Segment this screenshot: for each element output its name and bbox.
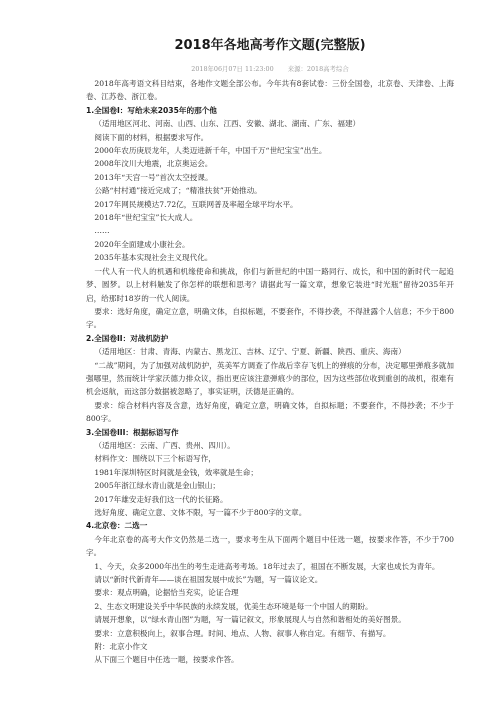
paragraph: 2017年雄安走好我们这一代的长征路。 xyxy=(94,494,228,504)
region-note-2: （适用地区：甘肃、青海、内蒙古、黑龙江、吉林、辽宁、宁夏、新疆、陕西、重庆、海南） xyxy=(94,347,406,357)
region-note-3: （适用地区：云南、广西、贵州、四川）。 xyxy=(94,440,235,450)
section-heading-3: 3.全国卷III：根据标语写作 xyxy=(86,427,179,437)
paragraph: 要求：选好角度，确定立意，明确文体，自拟标题，不要套作，不得抄袭，不得泄露个人信息；不少于800字。 xyxy=(86,306,454,330)
paragraph: 公路“村村通”接近完成了；“精准扶贫”开始推动。 xyxy=(94,186,262,196)
paragraph: 2005年浙江绿水青山就是金山银山； xyxy=(94,481,220,491)
paragraph: 2017年网民规模达7.72亿，互联网普及率超全球平均水平。 xyxy=(94,199,298,209)
paragraph: 要求：立意积极向上，叙事合理。时间、地点、人物、叙事人称自定。有细节、有描写。 xyxy=(94,628,391,638)
paragraph: 2、生态文明建设关乎中华民族的永续发展，优美生态环境是每一个中国人的期盼。 xyxy=(94,601,373,611)
paragraph-intro: 2018年高考语文科目结束，各地作文题全部公布。今年共有8套试卷：三份全国卷，北京卷、天津卷、上海卷、江苏卷、浙江卷。 xyxy=(86,79,454,102)
paragraph: 一代人有一代人的机遇和机缘使命和挑战，你们与新世纪的中国一路同行、成长，和中国的新时代一起追梦、圆梦。以上材料触发了你怎样的联想和思考？请据此写一篇文章，想象它装进“时光瓶”留待2035年开启，给那时18岁的一代人阅读。 xyxy=(86,266,454,303)
article-meta xyxy=(86,64,454,74)
paragraph: 2013年“天宫一号”首次太空授课。 xyxy=(94,172,213,182)
paragraph: “二战”期间，为了加强对战机防护，英美军方调查了作战后幸存飞机上的弹痕的分布，决定哪里弹痕多就加强哪里，然而统计学家沃德力排众议，指出更应该注意弹痕少的部位，因为这些部位收到重创的战机，很难有机会返航，而这部分数据被忽略了，事实证明，沃德是正确的。 xyxy=(86,360,454,397)
paragraph: 2000年农历庚辰龙年，人类迈进新千年，中国千万“世纪宝宝”出生。 xyxy=(94,146,327,156)
section-heading-2: 2.全国卷II：对战机防护 xyxy=(86,333,169,343)
paragraph: 1、今天，众多2000年出生的考生走进高考考场。18年过去了，祖国在不断发展，大家也成长为青年。 xyxy=(94,561,440,571)
paragraph: 要求：综合材料内容及含意，选好角度，确定立意，明确文体，自拟标题；不要套作，不得抄袭；不少于800字。 xyxy=(86,400,454,424)
paragraph: 请以“新时代新青年——谈在祖国发展中成长”为题，写一篇议论文。 xyxy=(94,575,323,585)
paragraph: 2008年汶川大地震，北京奥运会。 xyxy=(94,159,213,169)
paragraph: 2035年基本实现社会主义现代化。 xyxy=(94,253,213,263)
paragraph: 今年北京卷的高考大作文仍然是二选一，要求考生从下面两个题目中任选一题，按要求作答，不少于700字。 xyxy=(86,534,454,558)
paragraph: 请展开想象，以“绿水青山图”为题，写一篇记叙文，形象展现人与自然和谐相处的美好图景。 xyxy=(94,615,406,625)
publish-date: 2018年06月07日 11:23:00 xyxy=(191,65,274,73)
page-title: 2018年各地高考作文题(完整版) xyxy=(174,38,366,53)
paragraph: 要求：观点明确，论据恰当充实，论证合理 xyxy=(94,588,239,598)
region-note-1: （适用地区河北、河南、山西、山东、江西、安徽、湖北、湖南、广东、福建） xyxy=(94,119,361,129)
paragraph: 阅读下面的材料，根据要求写作。 xyxy=(94,132,209,142)
section-heading-1: 1.全国卷I：写给未来2035年的那个他 xyxy=(86,105,217,115)
paragraph: …… xyxy=(94,226,110,236)
paragraph: 附：北京小作文 xyxy=(94,642,148,652)
section-heading-4: 4.北京卷：二选一 xyxy=(86,521,148,531)
paragraph: 2020年全面建成小康社会。 xyxy=(94,239,190,249)
paragraph: 材料作文：围绕以下三个标语写作， xyxy=(94,454,216,464)
paragraph: 选好角度、确定立意、文体不限，写一篇不少于800字的文章。 xyxy=(94,508,307,517)
paragraph: 2018年“世纪宝宝”长大成人。 xyxy=(94,213,198,223)
paragraph: 1981年深圳特区时间就是金钱，效率就是生命； xyxy=(94,467,258,477)
paragraph: 从下面三个题目中任选一题，按要求作答。 xyxy=(94,655,239,665)
article-source: 来源：2018高考综合 xyxy=(287,65,349,73)
